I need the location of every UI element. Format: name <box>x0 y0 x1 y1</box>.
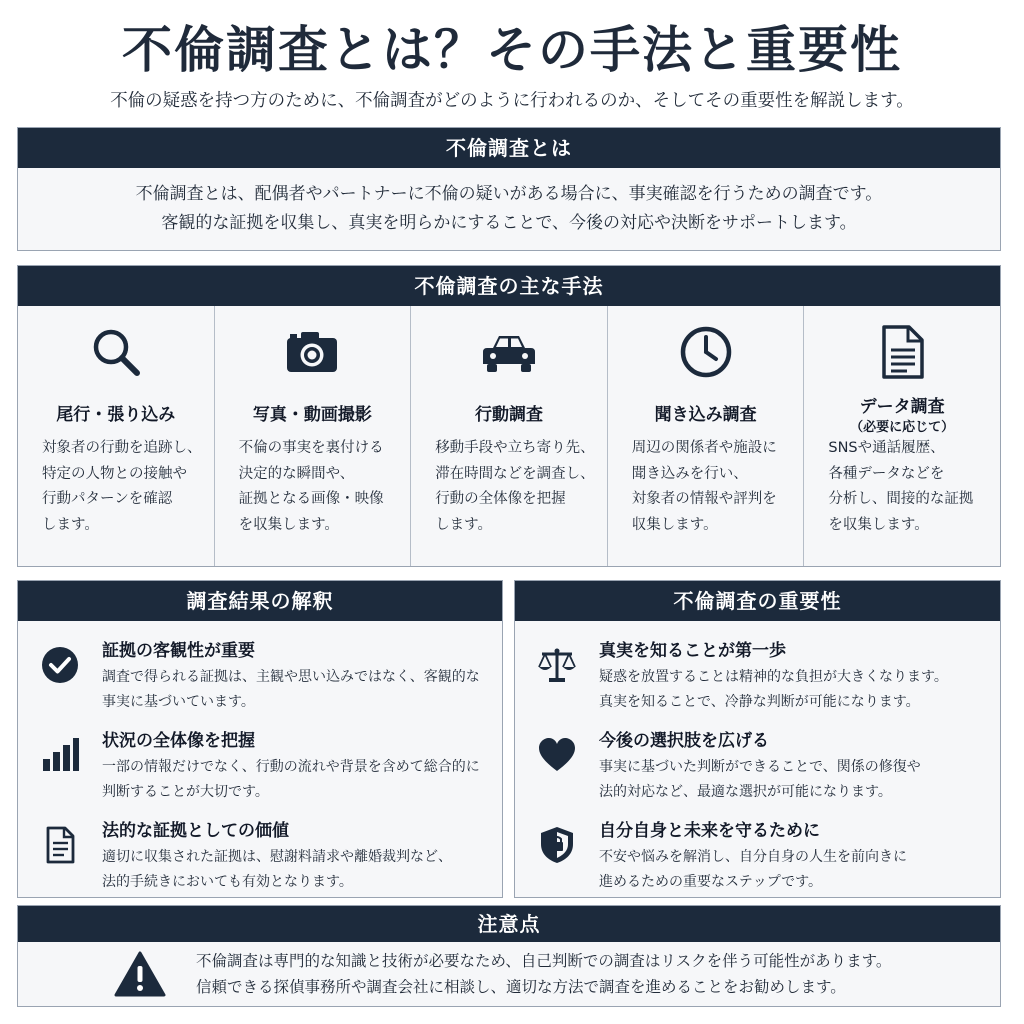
bar-chart-icon <box>40 735 80 775</box>
importance-item <box>515 815 1000 905</box>
clock-icon <box>678 324 734 380</box>
method-card <box>804 306 1000 566</box>
method-name: 聞き込み調査 <box>654 405 757 425</box>
importance-item <box>515 635 1000 725</box>
item-text: 疑惑を放置することは精神的な負担が大きくなります。 真実を知ることで、冷静な判断が可能になります。 <box>599 669 948 710</box>
item-title: 自分自身と未来を守るために <box>599 821 820 841</box>
car-icon <box>481 324 537 380</box>
importance-section <box>514 580 1001 898</box>
item-text: 適切に収集された証拠は、慰謝料請求や離婚裁判など、 法的手続きにおいても有効となります。 <box>102 849 452 890</box>
section-heading: 不倫調査の主な手法 <box>18 266 1000 306</box>
method-name: 尾行・張り込み <box>56 405 176 425</box>
method-name: 写真・動画撮影 <box>252 405 372 425</box>
importance-item <box>515 725 1000 815</box>
method-desc: SNSや通話履歴、 各種データなどを 分析し、間接的な証拠 を収集します。 <box>828 440 974 533</box>
scales-icon <box>537 645 577 685</box>
results-section <box>17 580 503 898</box>
method-desc: 周辺の関係者や施設に 聞き込みを行い、 対象者の情報や評判を 収集します。 <box>631 440 777 533</box>
method-desc: 対象者の行動を追跡し、 特定の人物との接触や 行動パターンを確認 します。 <box>42 440 202 533</box>
results-item <box>18 815 502 905</box>
item-text: 一部の情報だけでなく、行動の流れや背景を含めて総合的に 判断することが大切です。 <box>102 759 480 800</box>
about-line: 客観的な証拠を収集し、真実を明らかにすることで、今後の対応や決断をサポートします。 <box>161 213 857 233</box>
method-note: （必要に応じて） <box>850 420 955 435</box>
methods-section <box>17 265 1001 567</box>
results-item <box>18 725 502 815</box>
section-heading: 調査結果の解釈 <box>18 581 502 621</box>
item-title: 状況の全体像を把握 <box>102 731 255 751</box>
heart-icon <box>537 735 577 775</box>
section-heading: 不倫調査とは <box>18 128 1000 168</box>
method-card <box>18 306 215 566</box>
method-desc: 移動手段や立ち寄り先、 滞在時間などを調査し、 行動の全体像を把握 します。 <box>435 440 595 533</box>
shield-icon <box>537 825 577 865</box>
method-card <box>608 306 805 566</box>
caution-section <box>17 905 1001 1007</box>
results-item <box>18 635 502 725</box>
item-text: 不安や悩みを解消し、自分自身の人生を前向きに 進めるための重要なステップです。 <box>599 849 907 890</box>
page-subtitle: 不倫の疑惑を持つ方のために、不倫調査がどのように行われるのか、そしてその重要性を解説します。 <box>110 91 914 111</box>
about-body <box>18 168 1000 250</box>
item-text: 調査で得られる証拠は、主観や思い込みではなく、客観的な 事実に基づいています。 <box>102 669 480 710</box>
camera-icon <box>284 324 340 380</box>
method-card <box>411 306 608 566</box>
method-card <box>215 306 412 566</box>
caution-text: 不倫調査は専門的な知識と技術が必要なため、自己判断での調査はリスクを伴う可能性があります。 信頼できる探偵事務所や調査会社に相談し、適切な方法で調査を進めることをお勧めします。 <box>196 952 892 996</box>
item-title: 法的な証拠としての価値 <box>102 821 289 841</box>
method-desc: 不倫の事実を裏付ける 決定的な瞬間や、 証拠となる画像・映像 を収集します。 <box>238 440 384 533</box>
about-section <box>17 127 1001 251</box>
search-icon <box>88 324 144 380</box>
document-icon <box>40 825 80 865</box>
item-text: 事実に基づいた判断ができることで、関係の修復や 法的対応など、最適な選択が可能になります。 <box>599 759 921 800</box>
item-title: 今後の選択肢を広げる <box>599 731 769 751</box>
method-name: データ調査 <box>859 397 945 417</box>
warning-icon <box>114 950 166 998</box>
page-title: 不倫調査とは？その手法と重要性 <box>122 20 902 79</box>
checkmark-icon <box>40 645 80 685</box>
method-name: 行動調査 <box>474 405 543 425</box>
item-title: 証拠の客観性が重要 <box>102 641 255 661</box>
document-icon <box>874 324 930 380</box>
section-heading: 注意点 <box>18 906 1000 942</box>
about-line: 不倫調査とは、配偶者やパートナーに不倫の疑いがある場合に、事実確認を行うための調査です。 <box>135 184 883 204</box>
section-heading: 不倫調査の重要性 <box>515 581 1000 621</box>
item-title: 真実を知ることが第一歩 <box>599 641 786 661</box>
